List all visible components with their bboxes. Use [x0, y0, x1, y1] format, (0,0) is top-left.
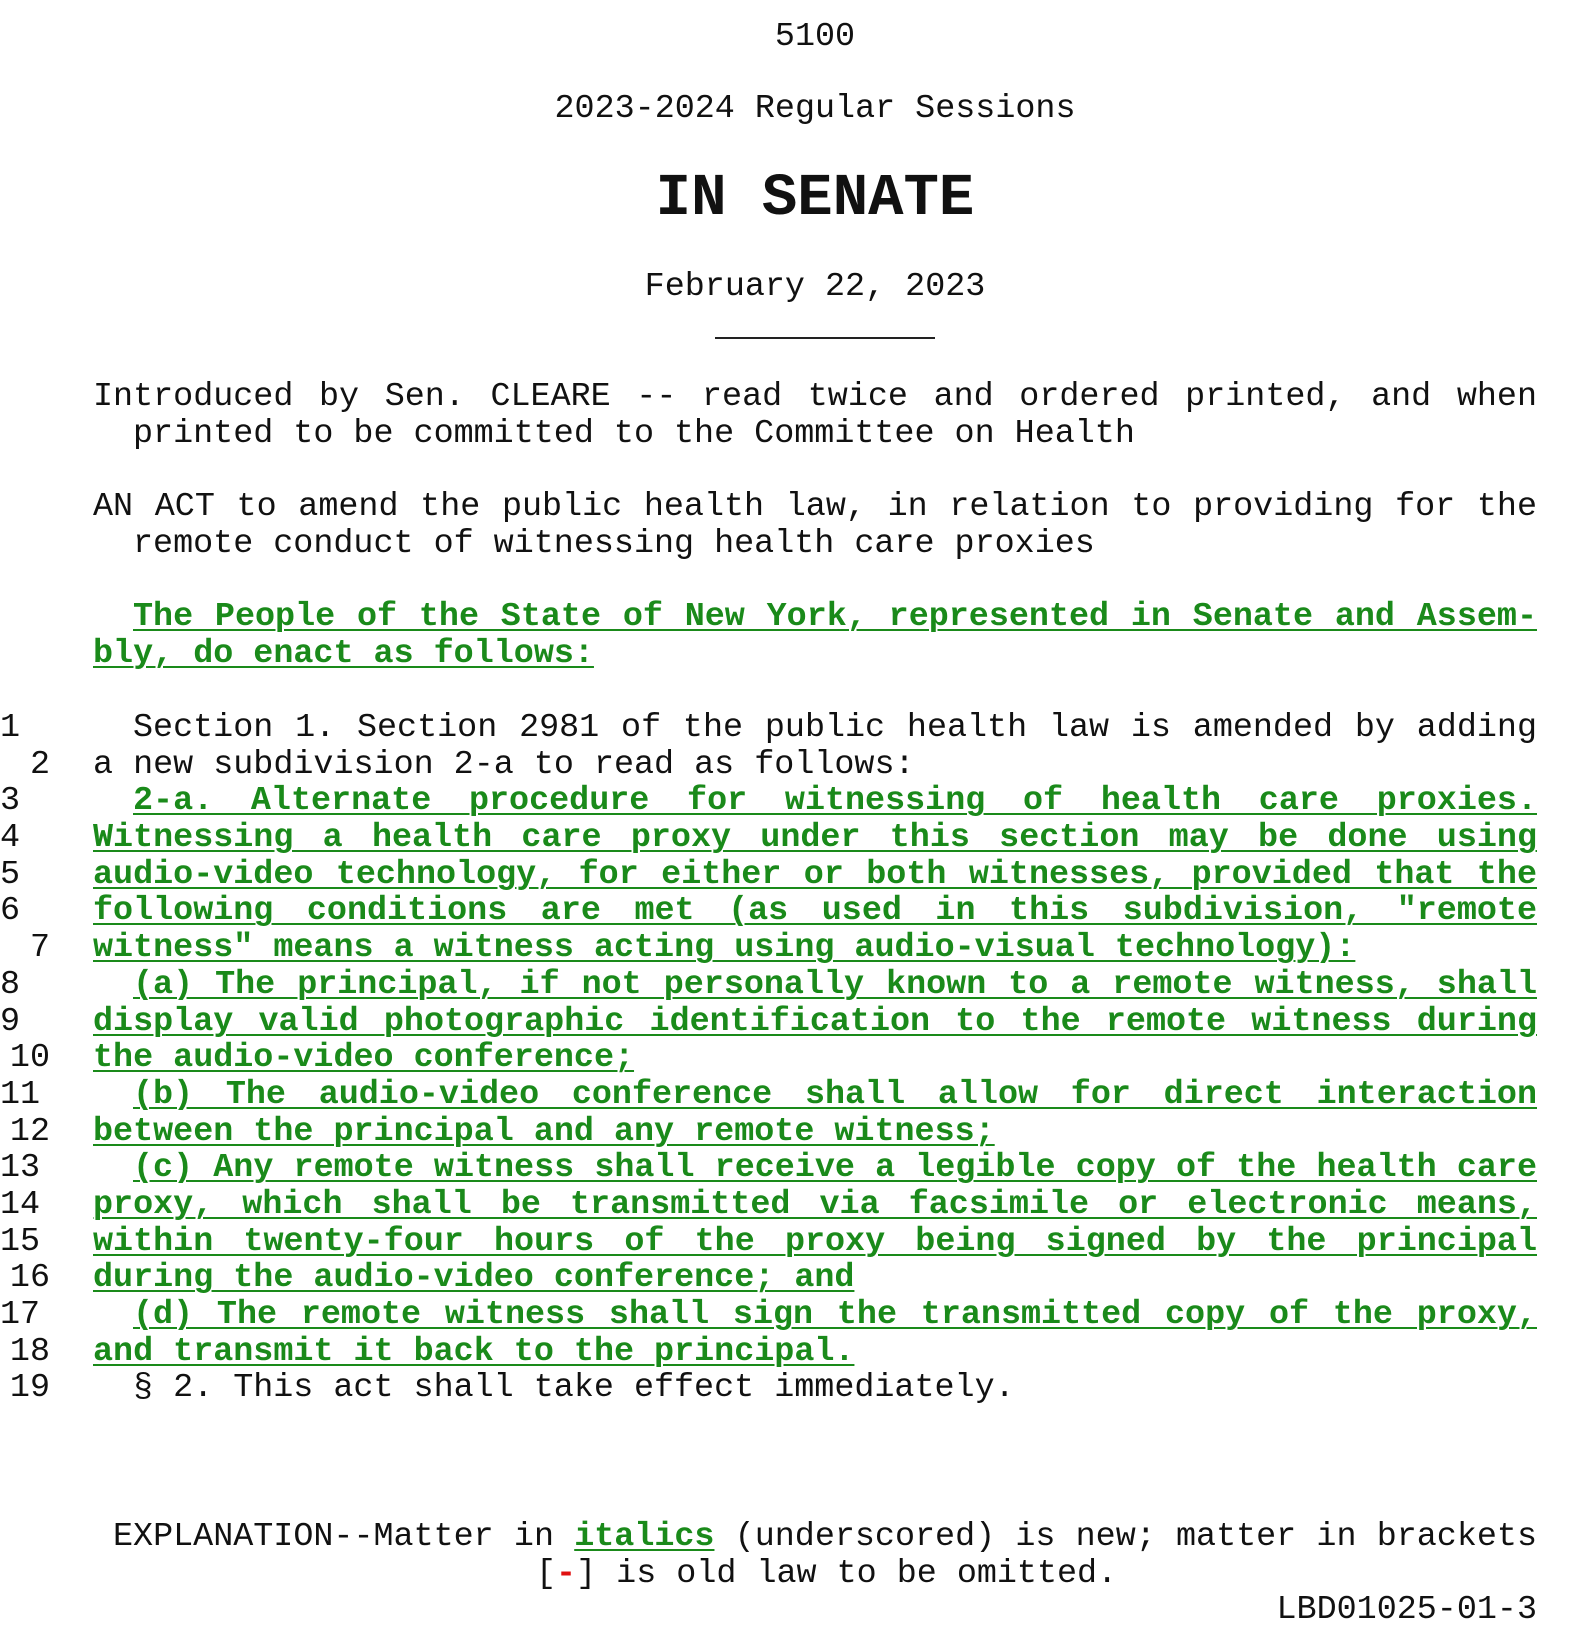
bill-line	[0, 1075, 1537, 1114]
line-number: 11	[0, 1075, 41, 1114]
bill-line	[0, 892, 1537, 931]
new-matter-text: the audio-video conference;	[93, 1039, 635, 1078]
introduction	[93, 379, 1537, 452]
new-matter-text: bly, do enact as follows:	[93, 634, 594, 673]
line-text: a new subdivision 2-a to read as follows:	[93, 745, 915, 784]
bill-number: 5100	[774, 18, 856, 56]
line-number: 19	[9, 1369, 50, 1408]
line-text: remote conduct of witnessing health care proxies	[133, 524, 1095, 563]
line-number: 9	[0, 1002, 21, 1041]
line-number: 16	[9, 1259, 50, 1298]
chamber-title: IN SENATE	[655, 165, 975, 232]
text-line	[93, 636, 1537, 673]
bill-line	[0, 1296, 1537, 1334]
line-number: 7	[29, 929, 50, 968]
line-number: 13	[0, 1149, 41, 1188]
line-number: 12	[9, 1112, 50, 1151]
new-matter-text: (d) The remote witness shall sign the transmitted copy of the proxy,	[133, 1296, 1537, 1334]
line-number: 5	[0, 855, 21, 894]
explanation-line2: is old law to be omitted.	[596, 1554, 1118, 1593]
bill-line	[0, 1222, 1537, 1261]
bill-line	[0, 1185, 1537, 1224]
new-matter-text: witness" means a witness acting using audio-visual technology):	[93, 929, 1356, 968]
divider	[715, 337, 935, 339]
line-number: 10	[9, 1039, 50, 1078]
text-line	[93, 416, 1537, 453]
line-number: 2	[29, 745, 50, 784]
line-number: 15	[0, 1222, 41, 1261]
new-matter-text: (c) Any remote witness shall receive a legible copy of the health care	[133, 1149, 1537, 1188]
bill-line	[29, 929, 1537, 968]
line-number: 3	[0, 782, 21, 821]
footer-code: LBD01025-01-3	[1276, 1591, 1537, 1629]
date: February 22, 2023	[644, 268, 986, 306]
bill-line	[9, 1112, 1537, 1151]
enacting-clause	[93, 599, 1537, 672]
text-line	[93, 599, 1537, 636]
line-number: 4	[0, 819, 21, 858]
line-number: 8	[0, 965, 21, 1004]
explanation-prefix: EXPLANATION--Matter in	[113, 1518, 575, 1556]
line-number: 6	[0, 892, 21, 931]
bill-line	[29, 745, 1537, 784]
line-number: 14	[0, 1185, 41, 1224]
bill-line	[0, 819, 1537, 858]
new-matter-text: (a) The principal, if not personally known to a remote witness, shall	[133, 965, 1537, 1004]
text-line	[93, 379, 1537, 416]
bill-line	[9, 1259, 1537, 1298]
bill-line	[0, 782, 1537, 821]
explanation	[113, 1519, 1537, 1592]
line-text: Introduced by Sen. CLEARE -- read twice and ordered printed, and when	[93, 378, 1537, 416]
bill-line	[0, 1149, 1537, 1188]
bracket-open: [	[536, 1554, 557, 1593]
text-line	[93, 489, 1537, 526]
explanation-italics: italics	[574, 1518, 715, 1556]
bracket-close: ]	[576, 1554, 597, 1593]
act-title	[93, 489, 1537, 562]
bill-line	[9, 1369, 1537, 1408]
line-number: 1	[0, 709, 21, 747]
line-text: § 2. This act shall take effect immediately.	[133, 1369, 1015, 1408]
bill-line	[0, 965, 1537, 1004]
line-text: AN ACT to amend the public health law, in relation to providing for the	[93, 488, 1537, 526]
new-matter-text: within twenty-four hours of the proxy being signed by the principal	[93, 1222, 1537, 1261]
bill-line	[9, 1039, 1537, 1078]
new-matter-text: proxy, which shall be transmitted via facsimile or electronic means,	[93, 1185, 1537, 1224]
new-matter-text: and transmit it back to the principal.	[93, 1332, 855, 1371]
new-matter-text: 2-a. Alternate procedure for witnessing of health care proxies.	[133, 782, 1537, 821]
line-number: 17	[0, 1296, 41, 1334]
new-matter-text: display valid photographic identification to the remote witness during	[93, 1002, 1537, 1041]
bill-line	[0, 709, 1537, 747]
text-line	[93, 526, 1537, 563]
bill-line	[0, 1002, 1537, 1041]
new-matter-text: The People of the State of New York, represented in Senate and Assem-	[133, 598, 1537, 636]
bill-text	[0, 709, 1537, 1408]
new-matter-text: between the principal and any remote witness;	[93, 1112, 995, 1151]
session: 2023-2024 Regular Sessions	[554, 90, 1076, 128]
bill-line	[0, 855, 1537, 894]
bill-line	[9, 1332, 1537, 1371]
new-matter-text: during the audio-video conference; and	[93, 1259, 855, 1298]
line-text: Section 1. Section 2981 of the public health law is amended by adding	[133, 709, 1537, 747]
omitted-dash: -	[556, 1554, 577, 1593]
line-text: printed to be committed to the Committee on Health	[133, 414, 1135, 453]
new-matter-text: Witnessing a health care proxy under this section may be done using	[93, 819, 1537, 858]
explanation-suffix: (underscored) is new; matter in brackets	[714, 1518, 1537, 1556]
new-matter-text: following conditions are met (as used in this subdivision, "remote	[93, 892, 1537, 931]
new-matter-text: (b) The audio-video conference shall allow for direct interaction	[133, 1075, 1537, 1114]
new-matter-text: audio-video technology, for either or both witnesses, provided that the	[93, 855, 1537, 894]
line-number: 18	[9, 1332, 50, 1371]
